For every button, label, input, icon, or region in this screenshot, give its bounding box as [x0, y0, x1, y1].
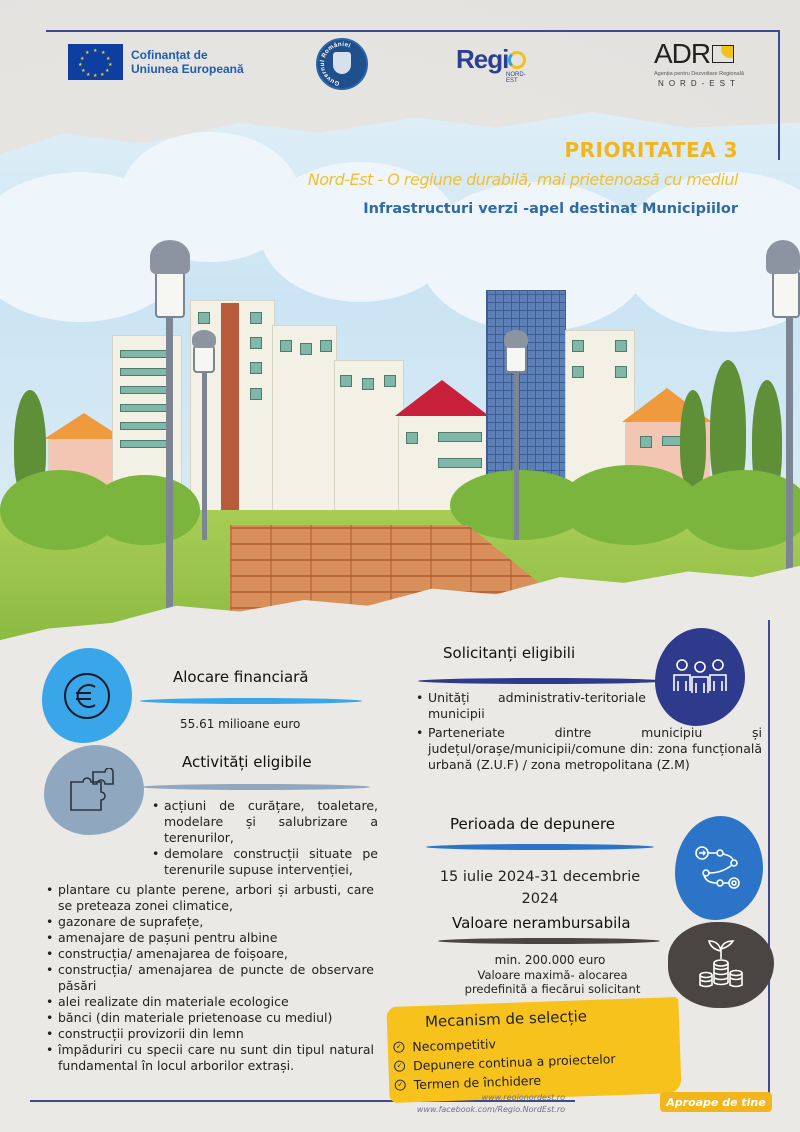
- grant-min: min. 200.000 euro: [494, 953, 606, 967]
- activity-item: • construcția/ amenajarea de foișoare,: [44, 946, 374, 962]
- activities-title: Activități eligibile: [182, 753, 312, 771]
- mechanism-title: Mecanism de selecție: [424, 1007, 588, 1031]
- mechanism-list: [393, 1030, 616, 1095]
- grant-max-line2: predefinită a fiecărui solicitant: [464, 982, 641, 996]
- hero-titles: [308, 138, 738, 217]
- grant-icon-blob: [668, 922, 774, 1008]
- grant-title: Valoare nerambursabila: [452, 914, 631, 932]
- eu-cofinancing-logo: [68, 44, 244, 80]
- puzzle-icon: [67, 768, 121, 812]
- allocation-title: Alocare financiară: [173, 668, 309, 686]
- applicants-title: Solicitanți eligibili: [443, 644, 576, 662]
- money-plant-icon: [698, 937, 744, 993]
- mechanism-item-label: Termen de închidere: [413, 1072, 542, 1093]
- accent-stroke: [140, 698, 362, 704]
- regio-wordmark: Regi: [456, 44, 509, 74]
- coat-of-arms-icon: [333, 52, 351, 74]
- gov-logo-text: Guvernul României: [318, 40, 352, 87]
- process-flow-icon: [694, 845, 744, 891]
- accent-stroke: [426, 844, 654, 850]
- accent-stroke: [142, 784, 370, 790]
- activity-item: • construcții provizorii din lemn: [44, 1026, 374, 1042]
- applicant-item: • Unități administrativ-teritoriale municipii: [414, 690, 646, 722]
- frame-line: [768, 620, 770, 1100]
- regio-logo: [456, 44, 526, 84]
- regio-sub: NORD-EST: [506, 72, 526, 84]
- activities-list-bottom: [44, 882, 374, 1074]
- slogan-badge: Aproape de tine: [660, 1092, 772, 1112]
- call-subtitle: Infrastructuri verzi -apel destinat Municipiilor: [363, 201, 738, 217]
- website-link[interactable]: www.regionordest.ro: [481, 1093, 565, 1102]
- eu-text-line2: Uniunea Europeană: [131, 62, 244, 76]
- facebook-link[interactable]: www.facebook.com/Regio.NordEst.ro: [416, 1105, 565, 1114]
- romanian-government-logo: [316, 38, 368, 90]
- activity-item: • bănci (din materiale prietenoase cu mediul): [44, 1010, 374, 1026]
- accent-stroke: [438, 938, 660, 944]
- activity-item: • alei realizate din materiale ecologice: [44, 994, 374, 1010]
- euro-coin-icon: [61, 670, 113, 722]
- frame-line: [778, 30, 780, 160]
- activity-item: • demolare construcții situate pe terenurile supuse intervenției,: [150, 846, 378, 878]
- mechanism-item-label: Necompetitiv: [412, 1036, 497, 1055]
- period-value: 15 iulie 2024-31 decembrie 2024: [439, 869, 641, 907]
- applicant-item: • Parteneriate dintre municipiu și județul/orașe/municipii/comune din: zona funcțională urbană (Z.U.F) / zona metropolitana (Z.M): [414, 725, 762, 773]
- activities-list-top: [150, 798, 378, 878]
- frame-line: [46, 30, 780, 32]
- activity-item: • împăduriri cu specii care nu sunt din tipul natural fundamental în locul arborilor extrași.: [44, 1042, 374, 1074]
- check-circle-icon: ✓: [393, 1041, 404, 1052]
- adr-region: NORD-EST: [658, 79, 740, 88]
- allocation-value: 55.61 milioane euro: [180, 717, 301, 731]
- activity-item: • construcția/ amenajarea de puncte de observare păsări: [44, 962, 374, 994]
- eu-text-line1: Cofinanțat de: [131, 48, 208, 62]
- adr-wordmark: ADR: [654, 38, 711, 69]
- footer-links: [417, 1092, 565, 1116]
- accent-stroke: [418, 678, 666, 684]
- adr-subtitle: Agenția pentru Dezvoltare Regională: [654, 71, 744, 77]
- mechanism-item-label: Depunere continua a proiectelor: [412, 1051, 616, 1074]
- check-circle-icon: ✓: [394, 1060, 405, 1071]
- applicants-list: [414, 690, 762, 773]
- activity-item: • gazonare de suprafețe,: [44, 914, 374, 930]
- activity-item: • plantare cu plante perene, arbori și arbusti, care se preteaza zonei climatice,: [44, 882, 374, 914]
- adr-sun-icon: [712, 45, 734, 63]
- cypress-tree: [680, 390, 706, 490]
- period-title: Perioada de depunere: [450, 815, 616, 833]
- activity-item: • amenajare de pașuni pentru albine: [44, 930, 374, 946]
- check-circle-icon: ✓: [395, 1079, 406, 1090]
- regio-ring-icon: [508, 51, 526, 69]
- grant-max-line1: Valoare maximă- alocarea: [477, 968, 628, 982]
- priority-title: PRIORITATEA 3: [564, 138, 738, 162]
- priority-motto: Nord-Est - O regiune durabilă, mai prietenoasă cu mediul: [307, 170, 738, 189]
- activity-item: • acțiuni de curățare, toaletare, modelare și salubrizare a terenurilor,: [150, 798, 378, 846]
- eu-flag-icon: ★ ★ ★ ★ ★ ★ ★ ★ ★ ★ ★ ★: [68, 44, 123, 80]
- adr-logo: [654, 38, 744, 88]
